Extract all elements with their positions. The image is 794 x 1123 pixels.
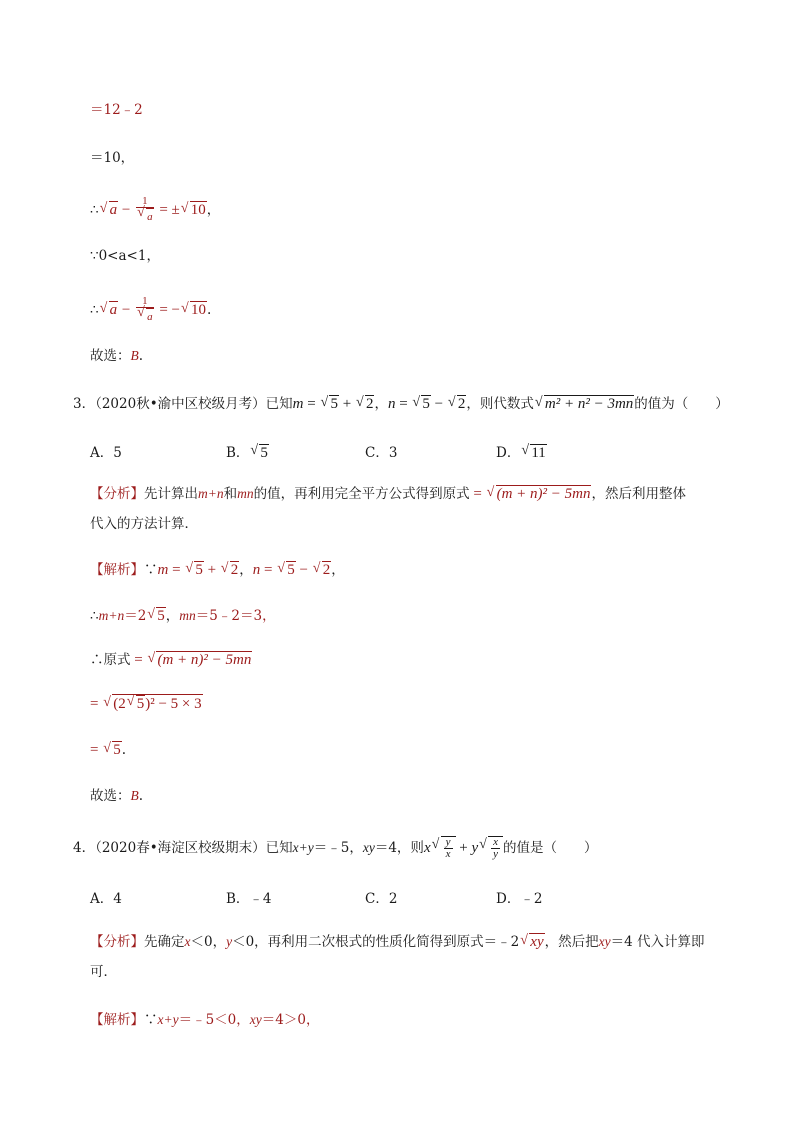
step-line-3: ∴√ a − 1 √ a = ±√ 10， (90, 196, 220, 225)
q3-solution-line-1: 【解析】∵m = √ 5 + √ 2，n = √ 5 − √ 2， (90, 560, 345, 580)
question-4-stem: 4．（2020春•海淀区校级期末）已知x+y＝﹣5，xy＝4，则x √ $\frac{y}{x}$ + y √ $\frac{x}{y}$ 的值是（ ） (73, 836, 598, 860)
question-4-source: （2020春•海淀区校级期末） (95, 839, 266, 856)
q3-solution-line-4: = √ (2√ 5)² − 5 × 3 (90, 694, 203, 714)
step-line-1: ＝12﹣2 (90, 102, 143, 118)
q4-analysis-line-1: 【分析】先确定x＜0，y＜0，再利用二次根式的性质化简得到原式＝﹣2√ xy，然后把xy＝4 代入计算即 (90, 932, 704, 952)
q4-option-c: C．2 (365, 891, 398, 907)
q3-solution-line-5: = √ 5. (90, 740, 126, 760)
q3-option-a: A．5 (90, 445, 122, 461)
q4-option-a: A．4 (90, 891, 122, 907)
q3-analysis-line-1: 【分析】先计算出m+n和mn的值，再利用完全平方公式得到原式 = √ (m + n)² − 5mn，然后利用整体 (90, 484, 686, 504)
sqrt-10: √ 10 (181, 200, 207, 220)
q3-analysis-line-2: 代入的方法计算． (90, 516, 198, 532)
step-line-2: ＝10， (90, 150, 135, 166)
sqrt-expression: √ m² + n² − 3mn (535, 394, 634, 414)
question-3-source: （2020秋•渝中区校级月考） (95, 396, 266, 412)
sqrt-a: √ a (100, 200, 119, 220)
q3-option-b: B．√ 5 (226, 441, 269, 462)
q3-solution-line-3: ∴原式 = √ (m + n)² − 5mn (90, 650, 252, 670)
q3-solution-line-2: ∴m+n＝2√ 5，mn＝5﹣2＝3， (90, 606, 276, 626)
answer-line-q2: 故选：B. (90, 348, 144, 364)
q4-option-b: B．﹣4 (226, 891, 272, 907)
step-line-5: ∴√ a − 1 √ a = −√ 10. (90, 296, 211, 325)
q4-option-d: D．﹣2 (496, 891, 543, 907)
question-3-stem: 3．（2020秋•渝中区校级月考）已知m = √ 5 + √ 2，n = √ 5 − √ 2，则代数式√ m² + n² − 3mn的值为（ ） (73, 394, 729, 414)
q3-answer-line: 故选：B. (90, 788, 144, 804)
fraction-one-over-sqrt-a: 1 √ a (136, 196, 154, 225)
therefore-symbol: ∴ (90, 201, 99, 218)
q4-analysis-line-2: 可． (90, 964, 117, 980)
q4-solution-line-1: 【解析】∵x+y＝﹣5＜0，xy＝4＞0， (90, 1012, 320, 1028)
q3-option-d: D．√ 11 (496, 441, 547, 462)
q3-option-c: C．3 (365, 445, 398, 461)
step-line-4: ∵0<a<1， (90, 248, 160, 264)
